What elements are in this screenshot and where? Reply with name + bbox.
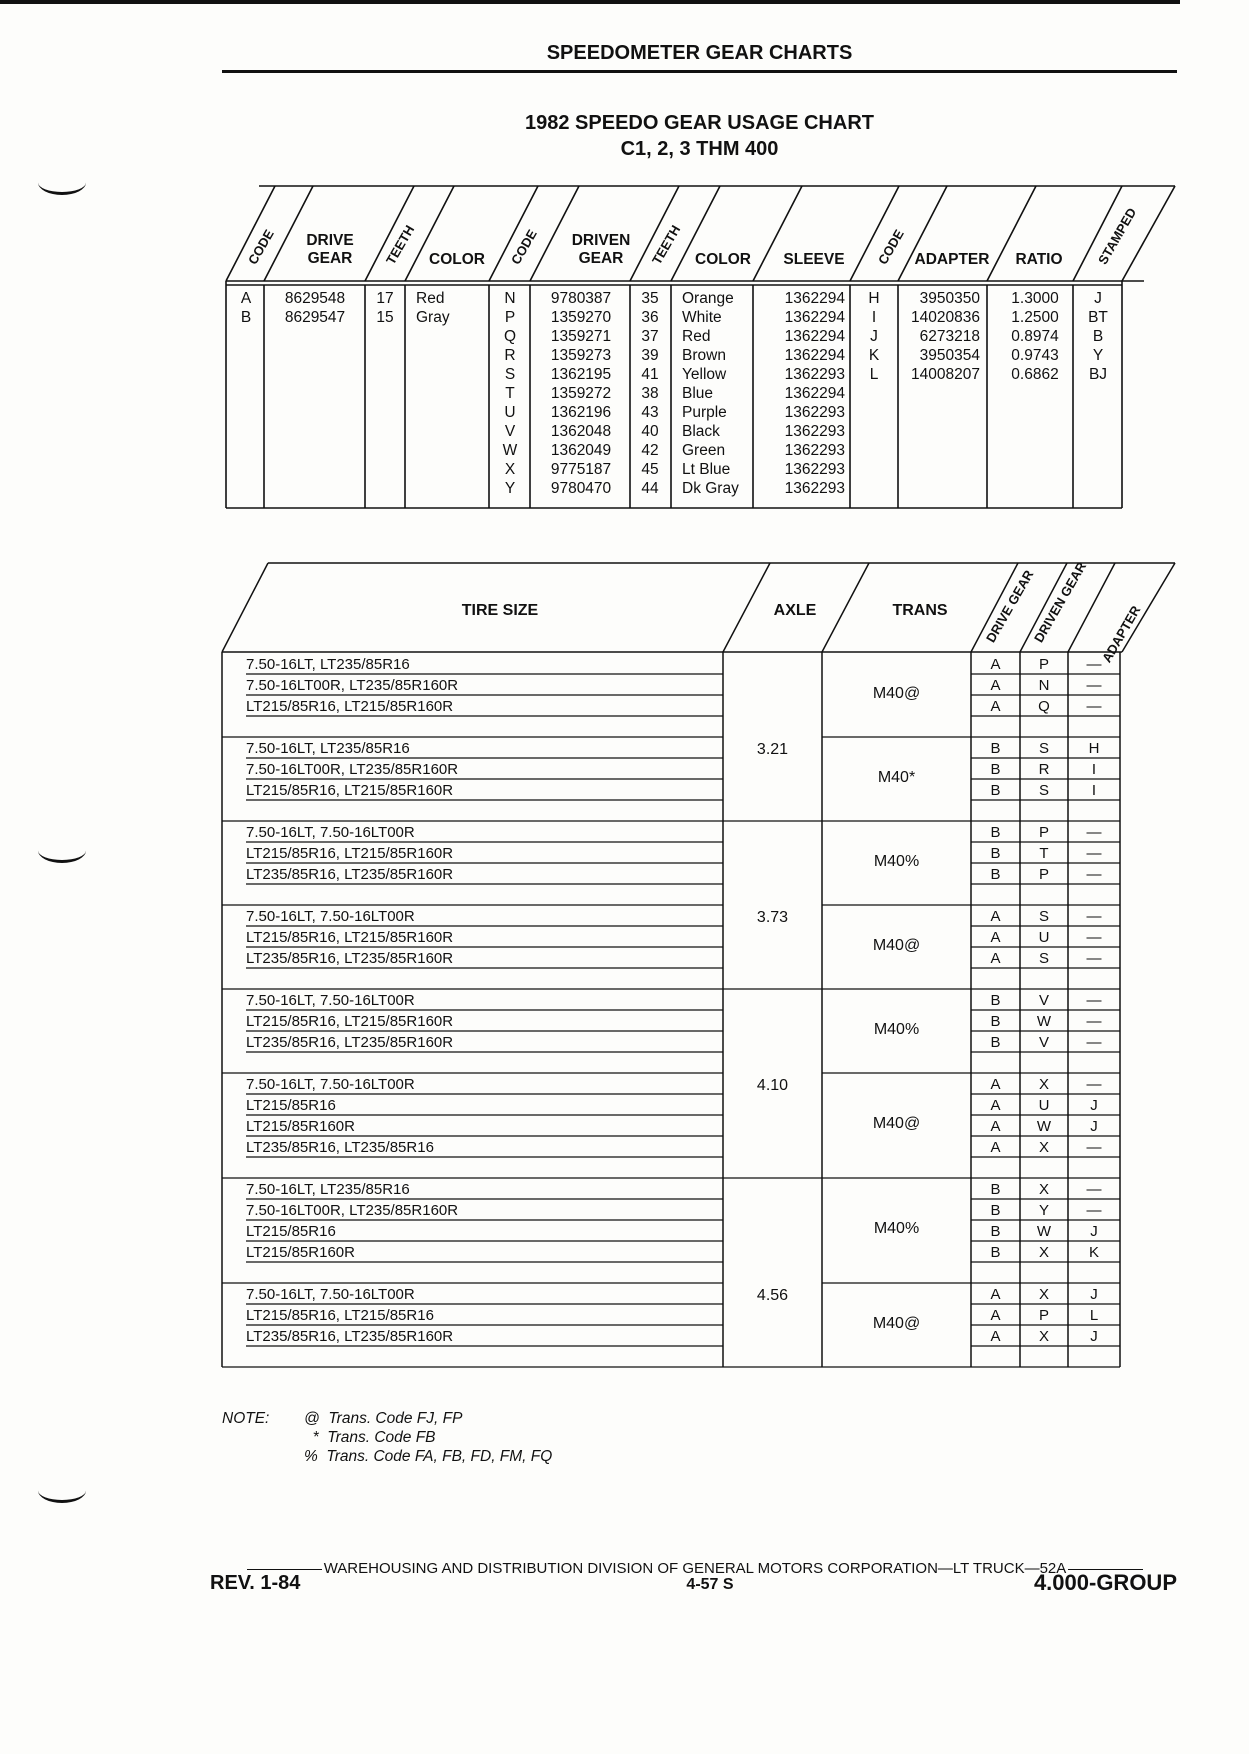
driven-code-header: CODE [508, 226, 540, 267]
adapter-cell: — [1086, 677, 1102, 694]
note-line: * Trans. Code FB [304, 1429, 436, 1446]
tire-size-cell: LT215/85R160R [246, 1244, 355, 1261]
chart-subtitle: C1, 2, 3 THM 400 [620, 138, 779, 160]
driven-color-column: Orange White Red Brown Yellow Blue Purple Black Green Lt Blue Dk Gray [682, 290, 739, 497]
adapter-cell: I [1091, 782, 1097, 799]
tire-size-header: TIRE SIZE [461, 602, 539, 619]
drive-gear-cell: B [990, 740, 1001, 757]
driven-gear-cell: X [1038, 1286, 1049, 1303]
adapter-cell: — [1086, 824, 1102, 841]
trans-cell: M40* [877, 768, 916, 786]
note-line: @ Trans. Code FJ, FP [304, 1410, 463, 1427]
driven-gear-cell: W [1036, 1013, 1052, 1030]
tire-size-cell: 7.50-16LT, 7.50-16LT00R [246, 908, 415, 925]
drive-gear-cell: A [990, 1286, 1001, 1303]
driven-gear-cell: W [1036, 1223, 1052, 1240]
adapter-cell: — [1086, 656, 1102, 673]
driven-gear-cell: Q [1038, 698, 1050, 715]
axle-header: AXLE [773, 602, 817, 619]
tire-size-cell: 7.50-16LT00R, LT235/85R160R [246, 761, 459, 778]
drive-code-header: CODE [245, 226, 277, 267]
adapter-cell: — [1086, 1013, 1102, 1030]
drive-code-column: A B [240, 290, 252, 326]
trans-cell: M40% [873, 1020, 920, 1038]
tire-size-cell: 7.50-16LT, LT235/85R16 [246, 1181, 410, 1198]
tire-size-cell: LT235/85R16, LT235/85R160R [246, 1034, 454, 1051]
trans-cell: M40@ [872, 1314, 921, 1332]
driven-gear-cell: R [1038, 761, 1050, 778]
adapter-cell: I [1091, 761, 1097, 778]
note-label: NOTE: [222, 1410, 270, 1427]
drive-gear-cell: A [990, 1076, 1001, 1093]
adapter-cell: — [1086, 950, 1102, 967]
driven-code-column: N P Q R S T U V W X Y [502, 290, 518, 497]
axle-cell: 4.56 [756, 1287, 789, 1304]
drive-gear-cell: A [990, 950, 1001, 967]
adapter-cell: H [1088, 740, 1100, 757]
driven-color-header: COLOR [695, 251, 751, 268]
drive-gear-cell: A [990, 1139, 1001, 1156]
tire-size-cell: LT235/85R16, LT235/85R160R [246, 866, 454, 883]
driven-gear-cell: S [1038, 950, 1049, 967]
driven-gear-cell: X [1038, 1328, 1049, 1345]
adapter-header: ADAPTER [1099, 603, 1144, 665]
driven-teeth-column: 35 36 37 39 41 38 43 40 42 45 44 [641, 290, 659, 497]
driven-gear-cell: P [1038, 656, 1049, 673]
adapter-cell: — [1086, 1139, 1102, 1156]
adapter-cell: — [1086, 866, 1102, 883]
stamped-header: STAMPED [1095, 205, 1140, 267]
adapter-cell: — [1086, 845, 1102, 862]
ratio-header: RATIO [1015, 251, 1063, 268]
section-title: SPEEDOMETER GEAR CHARTS [546, 42, 853, 64]
driven-gear-cell: V [1038, 1034, 1049, 1051]
drive-gear-cell: B [990, 761, 1001, 778]
driven-gear-cell: P [1038, 866, 1049, 883]
axle-cell: 4.10 [756, 1077, 789, 1094]
adapter-cell: — [1086, 698, 1102, 715]
adapter-cell: — [1086, 929, 1102, 946]
tire-size-cell: LT215/85R16, LT215/85R160R [246, 782, 454, 799]
trans-cell: M40@ [872, 1115, 921, 1132]
tire-size-cell: LT215/85R160R [246, 1118, 355, 1135]
drive-gear-cell: A [990, 1307, 1001, 1324]
adapter-code-column: H I J K L [868, 290, 880, 383]
tire-size-cell: LT215/85R16 [246, 1223, 336, 1240]
tire-size-cell: LT215/85R16, LT215/85R160R [246, 845, 454, 862]
adapter-cell: — [1086, 1034, 1102, 1051]
adapter-cell: L [1089, 1307, 1099, 1324]
footer-division [215, 1560, 1175, 1577]
adapter-cell: K [1088, 1244, 1099, 1261]
adapter-cell: J [1090, 1118, 1098, 1135]
tire-size-cell: LT215/85R16, LT215/85R160R [246, 929, 454, 946]
tire-size-cell: 7.50-16LT, 7.50-16LT00R [246, 1076, 415, 1093]
driven-gear-column: 9780387 1359270 1359271 1359273 1362195 1359272 1362196 1362048 1362049 9775187 9780470 [550, 290, 612, 497]
drive-gear-cell: B [990, 824, 1001, 841]
tire-size-cell: LT235/85R16, LT235/85R16 [246, 1139, 434, 1156]
drive-teeth-column: 17 15 [376, 290, 394, 326]
drive-gear-cell: B [990, 1202, 1001, 1219]
driven-gear-cell: X [1038, 1076, 1049, 1093]
trans-cell: M40@ [872, 936, 921, 954]
drive-gear-cell: B [990, 782, 1001, 799]
drive-gear-cell: B [990, 845, 1001, 862]
drive-gear-cell: A [990, 677, 1001, 694]
axle-cell: 3.21 [756, 741, 789, 758]
driven-gear-header: DRIVEN GEAR [571, 232, 631, 267]
drive-gear-cell: B [990, 1034, 1001, 1051]
tire-size-cell: LT235/85R16, LT235/85R160R [246, 950, 454, 967]
driven-gear-cell: P [1038, 1307, 1049, 1324]
adapter-cell: J [1090, 1328, 1098, 1345]
driven-gear-cell: T [1039, 845, 1049, 862]
driven-gear-header: DRIVEN GEAR [1031, 559, 1090, 645]
driven-gear-cell: V [1038, 992, 1049, 1009]
adapter-cell: — [1086, 992, 1102, 1009]
adapter-cell: J [1090, 1223, 1098, 1240]
trans-cell: M40@ [872, 684, 921, 702]
stamped-column: J BT B Y BJ [1088, 290, 1108, 383]
drive-gear-cell: A [990, 698, 1001, 715]
driven-gear-cell: Y [1038, 1202, 1049, 1219]
tire-size-cell: LT215/85R16, LT215/85R16 [246, 1307, 434, 1324]
driven-teeth-header: TEETH [649, 222, 684, 267]
driven-gear-cell: S [1038, 908, 1049, 925]
tire-size-cell: 7.50-16LT, LT235/85R16 [246, 740, 410, 757]
note-line: % Trans. Code FA, FB, FD, FM, FQ [304, 1448, 553, 1465]
adapter-cell: — [1086, 1076, 1102, 1093]
drive-gear-header: DRIVE GEAR [306, 232, 354, 267]
drive-gear-cell: A [990, 908, 1001, 925]
adapter-column: 3950350 14020836 6273218 3950354 14008207 [911, 290, 980, 383]
driven-gear-cell: N [1038, 677, 1050, 694]
chart-title: 1982 SPEEDO GEAR USAGE CHART [525, 112, 874, 134]
drive-gear-cell: B [990, 1244, 1001, 1261]
trans-cell: M40% [873, 852, 920, 870]
tire-size-cell: 7.50-16LT00R, LT235/85R160R [246, 1202, 459, 1219]
adapter-cell: — [1086, 1181, 1102, 1198]
drive-color-column: Red Gray [416, 290, 450, 326]
drive-gear-cell: A [990, 929, 1001, 946]
driven-gear-cell: X [1038, 1139, 1049, 1156]
drive-teeth-header: TEETH [383, 222, 418, 267]
trans-cell: M40% [873, 1220, 920, 1237]
driven-gear-cell: W [1036, 1118, 1052, 1135]
tire-size-cell: 7.50-16LT, 7.50-16LT00R [246, 1286, 415, 1303]
binder-hole-mark [38, 1478, 86, 1503]
adapter-cell: J [1090, 1097, 1098, 1114]
group-label: 4.000-GROUP [1033, 1570, 1177, 1595]
adapter-cell: J [1090, 1286, 1098, 1303]
driven-gear-cell: U [1038, 929, 1050, 946]
page-number: 4-57 S [686, 1576, 734, 1593]
drive-gear-cell: B [990, 1181, 1001, 1198]
ratio-column: 1.3000 1.2500 0.8974 0.9743 0.6862 [1011, 290, 1059, 383]
tire-size-cell: 7.50-16LT00R, LT235/85R160R [246, 677, 459, 694]
driven-gear-cell: S [1038, 740, 1049, 757]
tire-size-cell: LT215/85R16, LT215/85R160R [246, 1013, 454, 1030]
drive-gear-cell: A [990, 656, 1001, 673]
driven-gear-cell: X [1038, 1244, 1049, 1261]
adapter-cell: — [1086, 908, 1102, 925]
driven-gear-cell: X [1038, 1181, 1049, 1198]
sleeve-header: SLEEVE [783, 251, 845, 268]
drive-gear-header: DRIVE GEAR [983, 567, 1037, 645]
drive-gear-cell: B [990, 866, 1001, 883]
drive-gear-cell: B [990, 992, 1001, 1009]
drive-gear-column: 8629548 8629547 [284, 290, 346, 326]
tire-size-cell: 7.50-16LT, 7.50-16LT00R [246, 992, 415, 1009]
drive-gear-cell: A [990, 1328, 1001, 1345]
driven-gear-cell: U [1038, 1097, 1050, 1114]
footer-division-text: WAREHOUSING AND DISTRIBUTION DIVISION OF GENERAL MOTORS CORPORATION—LT TRUCK—52A [323, 1560, 1067, 1577]
driven-gear-cell: P [1038, 824, 1049, 841]
adapter-header: ADAPTER [914, 251, 990, 268]
driven-gear-cell: S [1038, 782, 1049, 799]
tire-size-cell: LT215/85R16 [246, 1097, 336, 1114]
drive-gear-cell: A [990, 1097, 1001, 1114]
adapter-cell: — [1086, 1202, 1102, 1219]
axle-cell: 3.73 [756, 909, 789, 926]
tire-size-cell: LT215/85R16, LT215/85R160R [246, 698, 454, 715]
tire-size-cell: 7.50-16LT, 7.50-16LT00R [246, 824, 415, 841]
trans-header: TRANS [892, 602, 948, 619]
tire-size-cell: LT235/85R16, LT235/85R160R [246, 1328, 454, 1345]
tire-size-cell: 7.50-16LT, LT235/85R16 [246, 656, 410, 673]
revision-label: REV. 1-84 [210, 1572, 301, 1594]
adapter-code-header: CODE [875, 226, 907, 267]
sleeve-column: 1362294 1362294 1362294 1362294 1362293 1362294 1362293 1362293 1362293 1362293 1362293 [784, 290, 845, 497]
drive-gear-cell: B [990, 1223, 1001, 1240]
drive-gear-cell: A [990, 1118, 1001, 1135]
drive-gear-cell: B [990, 1013, 1001, 1030]
drive-color-header: COLOR [429, 251, 485, 268]
